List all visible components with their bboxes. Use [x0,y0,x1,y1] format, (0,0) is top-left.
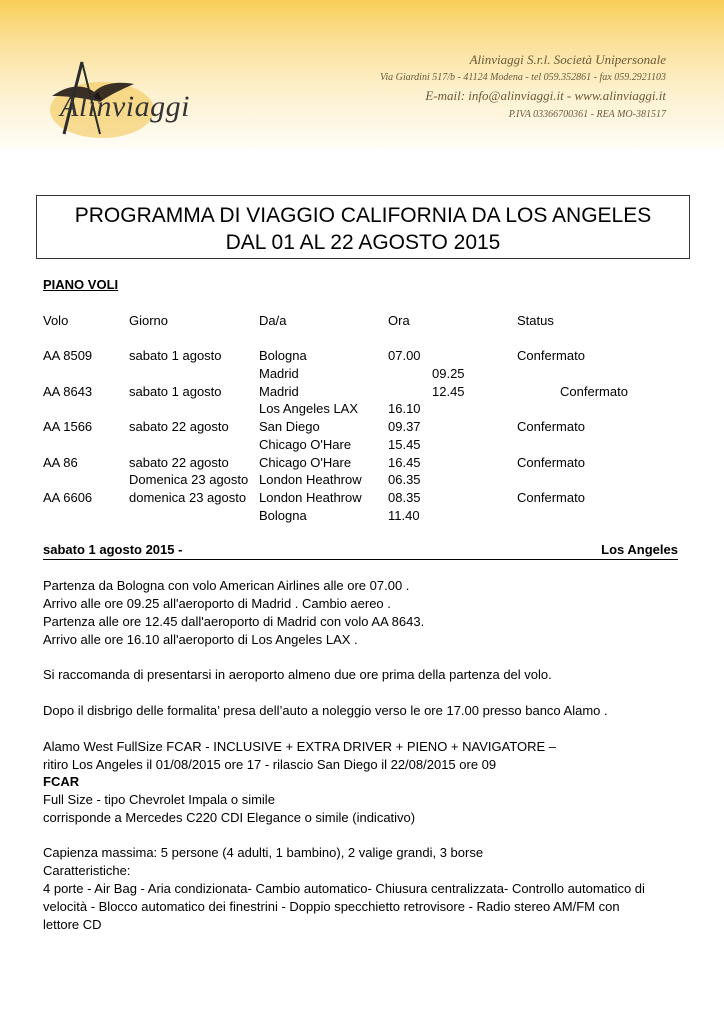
itinerary-line: 4 porte - Air Bag - Aria condizionata- Cambio automatico- Chiusura centralizzata- Controllo automatico di [43,881,645,896]
flight-cell-giorno: sabato 22 agosto [129,455,229,470]
document-title-line-1: PROGRAMMA DI VIAGGIO CALIFORNIA DA LOS ANGELES [74,204,652,227]
itinerary-line: Caratteristiche: [43,863,131,878]
itinerary-line: Alamo West FullSize FCAR - INCLUSIVE + EXTRA DRIVER + PIENO + NAVIGATORE – [43,739,557,754]
flight-cell-da-a: Bologna [259,348,307,363]
flight-cell-ora: 16.10 [388,401,421,416]
itinerary-line: Full Size - tipo Chevrolet Impala o simile [43,792,275,807]
itinerary-line: lettore CD [43,917,102,932]
col-header-giorno: Giorno [129,313,169,328]
company-address: Via Giardini 517/b - 41124 Modena - tel 059.352861 - fax 059.2921103 [380,72,666,83]
flight-cell-da-a: San Diego [259,419,320,434]
flight-cell-ora: 16.45 [388,455,421,470]
flight-cell-ora: 06.35 [388,472,421,487]
company-contact: E-mail: info@alinviaggi.it - www.alinviaggi.it [425,88,666,103]
flight-cell-volo: AA 8643 [43,384,93,399]
itinerary-line: velocità - Blocco automatico dei finestrini - Doppio specchietto retrovisore - Radio stereo AM/FM con [43,899,620,914]
flight-cell-status: Confermato [517,419,585,434]
flight-cell-da-a: Chicago O'Hare [259,455,352,470]
flight-cell-giorno: Domenica 23 agosto [129,472,249,487]
itinerary-line: corrisponde a Mercedes C220 CDI Elegance o simile (indicativo) [43,810,416,825]
flight-cell-ora: 09.37 [388,419,421,434]
flight-cell-ora: 12.45 [432,384,465,399]
flight-cell-status: Confermato [517,455,585,470]
flight-cell-giorno: sabato 1 agosto [129,384,222,399]
flight-cell-ora: 09.25 [432,366,465,381]
company-name: Alinviaggi S.r.l. Società Unipersonale [469,52,666,67]
document-title-line-2: DAL 01 AL 22 AGOSTO 2015 [225,231,501,254]
flight-cell-ora: 07.00 [388,348,421,363]
flight-cell-ora: 15.45 [388,437,421,452]
flight-cell-da-a: Los Angeles LAX [259,401,359,416]
itinerary-line: Partenza alle ore 12.45 dall'aeroporto di Madrid con volo AA 8643. [43,614,425,629]
letterhead [0,0,724,150]
flight-cell-status: Confermato [517,490,585,505]
flight-cell-giorno: sabato 22 agosto [129,419,229,434]
col-header-status: Status [517,313,554,328]
itinerary-line: Partenza da Bologna con volo American Airlines alle ore 07.00 . [43,578,410,593]
itinerary-line: Arrivo alle ore 09.25 all'aeroporto di Madrid . Cambio aereo . [43,596,391,611]
flight-cell-da-a: London Heathrow [259,490,362,505]
day-heading [43,542,678,560]
itinerary-line: Arrivo alle ore 16.10 all'aeroporto di Los Angeles LAX . [43,632,358,647]
flight-cell-da-a: Madrid [259,384,299,399]
flight-cell-da-a: Madrid [259,366,299,381]
flight-cell-status: Confermato [560,384,628,399]
day-date-label: sabato 1 agosto 2015 - [43,542,183,557]
flight-cell-da-a: London Heathrow [259,472,362,487]
col-header-ora: Ora [388,313,410,328]
flight-cell-volo: AA 8509 [43,348,93,363]
col-header-volo: Volo [43,313,69,328]
itinerary-line: Dopo il disbrigo delle formalita’ presa dell’auto a noleggio verso le ore 17.00 presso banco Alamo . [43,703,608,718]
flight-cell-giorno: domenica 23 agosto [129,490,247,505]
col-header-da-a: Da/a [259,313,287,328]
itinerary-line: Si raccomanda di presentarsi in aeroporto almeno due ore prima della partenza del volo. [43,667,552,682]
flight-cell-ora: 08.35 [388,490,421,505]
flight-cell-da-a: Bologna [259,508,307,523]
flight-cell-giorno: sabato 1 agosto [129,348,222,363]
flight-cell-volo: AA 1566 [43,419,93,434]
itinerary-line: Capienza massima: 5 persone (4 adulti, 1 bambino), 2 valige grandi, 3 borse [43,845,484,860]
document-title-box [36,195,690,259]
flight-cell-ora: 11.40 [388,508,420,523]
flight-cell-status: Confermato [517,348,585,363]
day-location: Los Angeles [601,542,678,557]
flight-cell-da-a: Chicago O'Hare [259,437,352,452]
itinerary-line: ritiro Los Angeles il 01/08/2015 ore 17 - rilascio San Diego il 22/08/2015 ore 09 [43,757,497,772]
flights-section-label: PIANO VOLI [43,277,119,292]
car-class-label: FCAR [43,774,80,789]
logo-text: Alinviaggi [60,90,190,123]
flight-cell-volo: AA 86 [43,455,78,470]
flight-cell-volo: AA 6606 [43,490,93,505]
company-vat: P.IVA 03366700361 - REA MO-381517 [508,109,666,120]
